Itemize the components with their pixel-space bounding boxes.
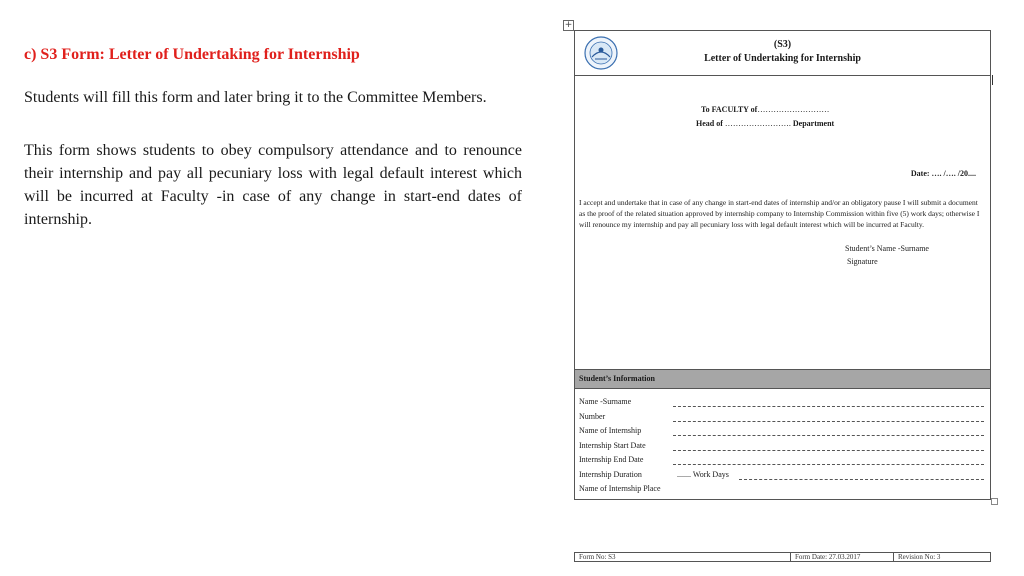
to-faculty-line (701, 105, 829, 114)
info-label-start-date: Internship Start Date (579, 440, 646, 450)
form-title: Letter of Undertaking for Internship (704, 53, 861, 64)
info-fill-line (673, 406, 984, 407)
to-faculty-label: To FACULTY of (701, 105, 758, 114)
form-footer (574, 552, 991, 562)
info-row-number (579, 412, 984, 427)
info-label-internship-name: Name of Internship (579, 426, 642, 435)
head-of-dots: ……………………. (724, 119, 791, 128)
slide-text (24, 46, 522, 261)
head-of-label: Head of (696, 119, 723, 128)
footer-form-date: Form Date: 27.03.2017 (791, 553, 894, 561)
info-label-place: Name of Internship Place (579, 484, 661, 493)
footer-revision: Revision No: 3 (898, 553, 941, 561)
info-fill-line (673, 450, 984, 451)
info-label-name: Name -Surname (579, 397, 632, 406)
to-faculty-dots: ……………………… (757, 105, 830, 114)
info-row-start-date (579, 441, 984, 456)
info-row-place (579, 484, 984, 504)
undertaking-text: I accept and undertake that in case of any change in start-end dates of internship and/or an obligatory pause I will submit a document as the proof of the related situation approved by internship company to Internship Commission within five (5) work days; otherwise I will renounce my internship and pay all pecuniary loss with legal default interest which will be incurred at Faculty. (579, 198, 980, 229)
info-fill-line (673, 435, 984, 436)
table-resize-handle[interactable] (991, 498, 998, 505)
date-line: Date: …. /…. /20.... (910, 169, 976, 178)
info-label-duration: Internship Duration (579, 469, 642, 479)
slide-paragraph-2: This form shows students to obey compulsory attendance and to renounce their internship and pay all pecuniary loss with legal default interest which will be incurred at Faculty -in case of any change in start-end dates of internship. (24, 142, 522, 228)
info-label-number: Number (579, 411, 606, 421)
info-row-name (579, 397, 984, 412)
head-of-line (696, 119, 834, 128)
info-fill-line (673, 421, 984, 422)
info-row-end-date (579, 455, 984, 470)
info-row-internship-name (579, 426, 984, 441)
info-row-duration (579, 470, 984, 485)
form-header (575, 31, 990, 76)
info-fill-line (673, 464, 984, 465)
signature-label: Signature (847, 257, 878, 266)
footer-form-no: Form No: S3 (575, 553, 791, 561)
student-info-fields (579, 397, 984, 504)
info-fill-line (739, 479, 984, 480)
s3-form (574, 30, 991, 500)
slide-paragraph-1: Students will fill this form and later bring it to the Committee Members. (24, 89, 487, 106)
column-marker (992, 75, 993, 85)
university-seal-icon (583, 36, 619, 70)
form-code: (S3) (773, 39, 792, 50)
info-value-duration: ....... Work Days (677, 469, 729, 479)
student-info-header: Student’s Information (575, 369, 990, 389)
slide-heading: c) S3 Form: Letter of Undertaking for Internship (24, 46, 360, 63)
department-label: Department (792, 119, 835, 128)
table-move-handle[interactable]: + (564, 20, 573, 30)
info-label-end-date: Internship End Date (579, 455, 644, 464)
student-name-label: Student’s Name -Surname (845, 244, 929, 253)
